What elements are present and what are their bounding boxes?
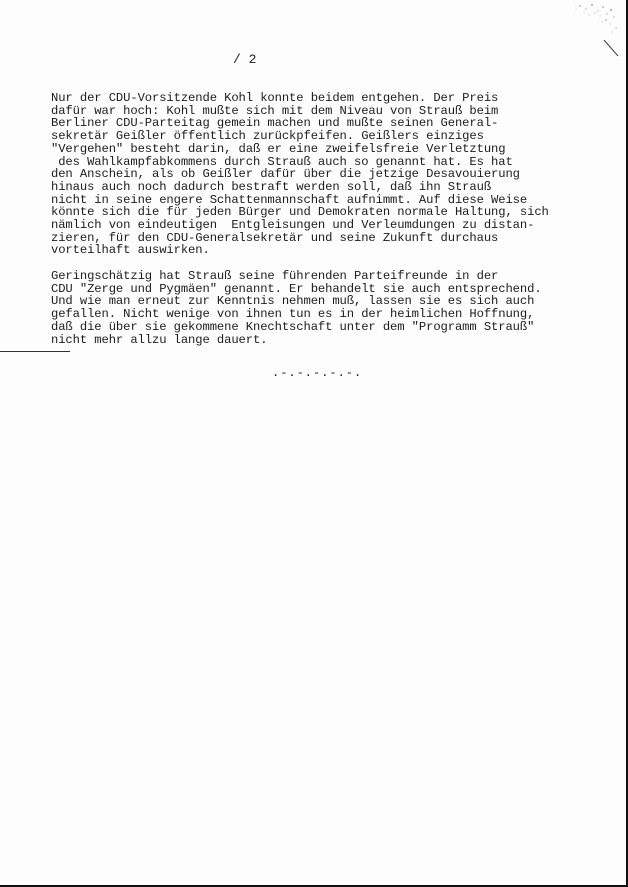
text-line: sekretär Geißler öffentlich zurückpfeifen. Geißlers einziges	[51, 129, 484, 144]
paragraph-2	[51, 270, 591, 346]
text-line: nicht mehr allzu lange dauert.	[51, 332, 268, 347]
text-line: CDU "Zerge und Pygmäen" genannt. Er behandelt sie auch entsprechend.	[51, 281, 542, 296]
section-divider: .-.-.-.-.-.	[272, 366, 363, 380]
paragraph-1	[51, 92, 591, 257]
text-line: des Wahlkampfabkommens durch Strauß auch so genannt hat. Es hat	[51, 154, 513, 169]
text-line: Und wie man erneut zur Kenntnis nehmen muß, lassen sie es sich auch	[51, 294, 535, 309]
text-line: zieren, für den CDU-Generalsekretär und seine Zukunft durchaus	[51, 230, 499, 245]
text-line: Nur der CDU-Vorsitzende Kohl konnte beidem entgehen. Der Preis	[51, 91, 499, 105]
text-line: dafür war hoch: Kohl mußte sich mit dem Niveau von Strauß beim	[51, 103, 499, 118]
text-line: könnte sich die für jeden Bürger und Demokraten normale Haltung, sich	[51, 205, 549, 220]
text-line: vorteilhaft auswirken.	[51, 243, 210, 258]
scan-artifact-line	[0, 351, 70, 352]
text-line: Berliner CDU-Parteitag gemein machen und mußte seinen General-	[51, 116, 499, 131]
page-number: / 2	[233, 52, 257, 67]
text-line: gefallen. Nicht wenige von ihnen tun es in der heimlichen Hoffnung,	[51, 307, 535, 322]
text-line: nicht in seine engere Schattenmannschaft aufnimmt. Auf diese Weise	[51, 192, 528, 207]
text-line: nämlich von eindeutigen Entgleisungen und Verleumdungen zu distan-	[51, 218, 535, 233]
text-line: den Anschein, als ob Geißler dafür über die jetzige Desavouierung	[51, 167, 520, 182]
text-line: daß die über sie gekommene Knechtschaft unter dem "Programm Strauß"	[51, 319, 535, 334]
text-line: hinaus auch noch dadurch bestraft werden soll, daß ihn Strauß	[51, 179, 492, 194]
text-line: Geringschätzig hat Strauß seine führenden Parteifreunde in der	[51, 269, 499, 283]
text-line: "Vergehen" besteht darin, daß er eine zweifelsfreie Verletztung	[51, 141, 506, 156]
scan-noise	[540, 2, 620, 60]
